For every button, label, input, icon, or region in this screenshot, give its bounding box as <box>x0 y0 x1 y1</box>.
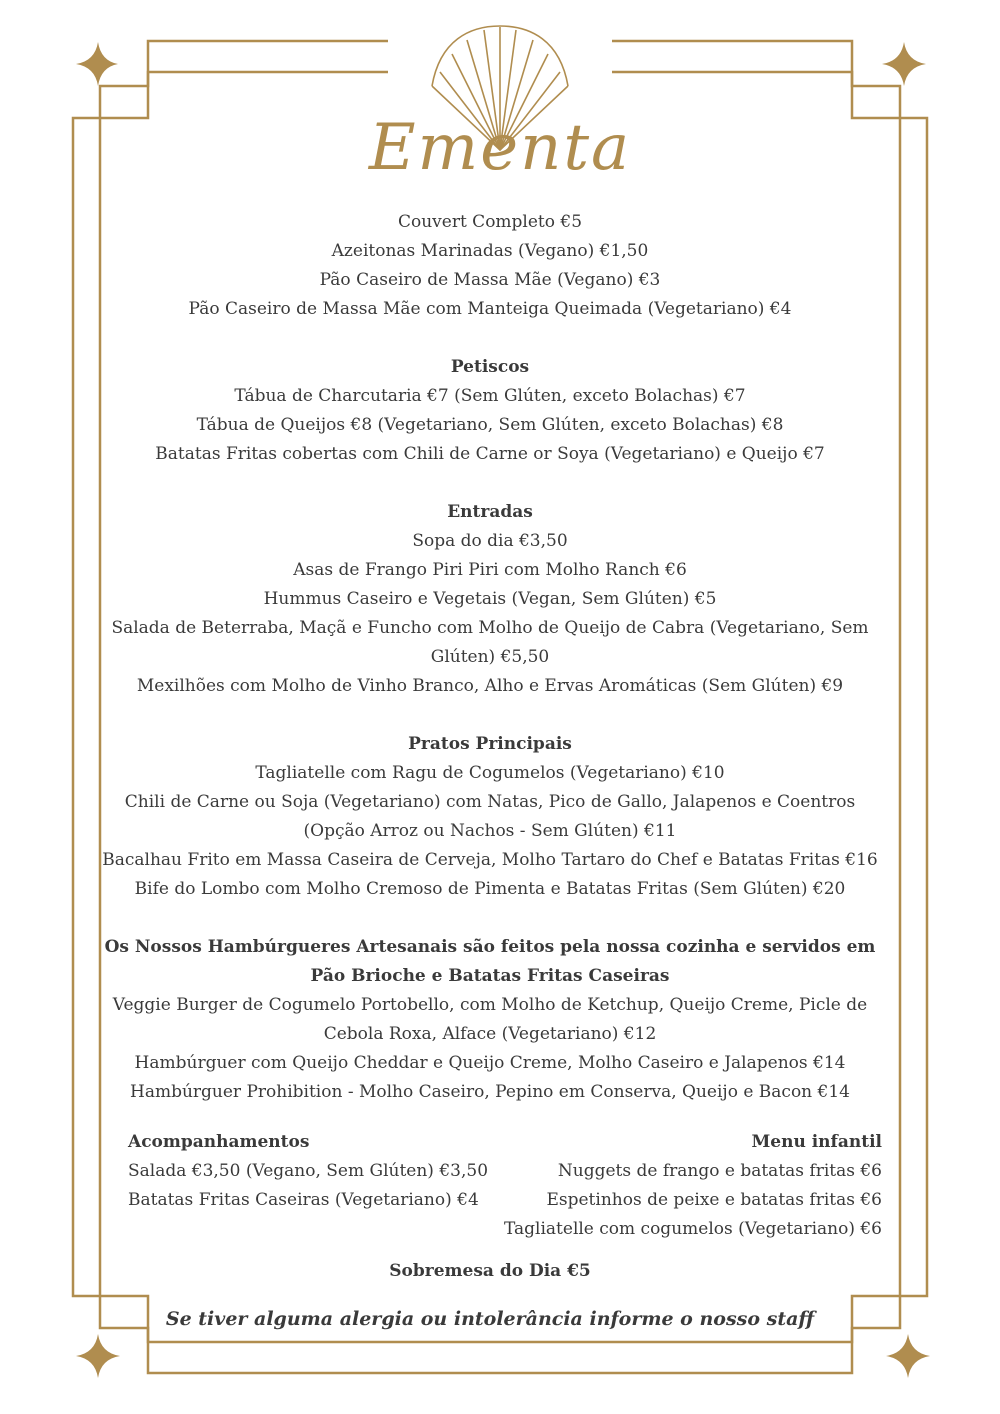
menu-item: Tábua de Queijos €8 (Vegetariano, Sem Glúten, exceto Bolachas) €8 <box>196 415 784 435</box>
menu-item: Chili de Carne ou Soja (Vegetariano) com Natas, Pico de Gallo, Jalapenos e Coentros (Opção Arroz ou Nachos - Sem Glúten) €11 <box>124 792 856 841</box>
menu-infantil-column <box>504 1128 882 1244</box>
section-heading-infantil: Menu infantil <box>751 1132 882 1152</box>
section-heading-burgers: Os Nossos Hambúrgueres Artesanais são feitos pela nossa cozinha e servidos em Pão Brioche e Batatas Fritas Caseiras <box>104 937 876 986</box>
menu-item: Salada de Beterraba, Maçã e Funcho com Molho de Queijo de Cabra (Vegetariano, Sem Glúten) €5,50 <box>111 618 869 667</box>
dessert-line: Sobremesa do Dia €5 <box>389 1261 591 1281</box>
menu-item: Bife do Lombo com Molho Cremoso de Pimenta e Batatas Fritas (Sem Glúten) €20 <box>134 879 846 899</box>
menu-body <box>100 208 880 1107</box>
sparkle-icon <box>76 1334 120 1378</box>
menu-item: Sopa do dia €3,50 <box>412 531 568 551</box>
menu-item: Hummus Caseiro e Vegetais (Vegan, Sem Glúten) €5 <box>263 589 717 609</box>
sparkle-icon <box>76 42 118 86</box>
menu-item: Tagliatelle com Ragu de Cogumelos (Vegetariano) €10 <box>255 763 725 783</box>
section-heading-acompanhamentos: Acompanhamentos <box>128 1132 310 1152</box>
sparkle-icon <box>886 1334 930 1378</box>
page-title: Ementa <box>368 111 632 185</box>
menu-item: Veggie Burger de Cogumelo Portobello, com Molho de Ketchup, Queijo Creme, Picle de Cebola Roxa, Alface (Vegetariano) €12 <box>112 995 868 1044</box>
allergy-notice: Se tiver alguma alergia ou intolerância informe o nosso staff <box>165 1308 815 1330</box>
menu-item: Hambúrguer Prohibition - Molho Caseiro, Pepino em Conserva, Queijo e Bacon €14 <box>130 1082 850 1102</box>
sparkle-icon <box>882 42 926 86</box>
menu-item: Salada €3,50 (Vegano, Sem Glúten) €3,50 <box>128 1161 489 1181</box>
menu-item: Hambúrguer com Queijo Cheddar e Queijo Creme, Molho Caseiro e Jalapenos €14 <box>134 1053 846 1073</box>
menu-item: Tagliatelle com cogumelos (Vegetariano) €6 <box>504 1219 882 1239</box>
section-heading-entradas: Entradas <box>447 502 533 522</box>
section-heading-petiscos: Petiscos <box>450 357 530 377</box>
menu-item: Bacalhau Frito em Massa Caseira de Cerveja, Molho Tartaro do Chef e Batatas Fritas €16 <box>102 850 878 870</box>
acompanhamentos-column <box>128 1128 488 1215</box>
menu-item: Tábua de Charcutaria €7 (Sem Glúten, exceto Bolachas) €7 <box>234 386 746 406</box>
menu-item: Asas de Frango Piri Piri com Molho Ranch €6 <box>293 560 687 580</box>
menu-item: Azeitonas Marinadas (Vegano) €1,50 <box>331 241 649 261</box>
menu-item: Nuggets de frango e batatas fritas €6 <box>557 1161 882 1181</box>
menu-item: Mexilhões com Molho de Vinho Branco, Alho e Ervas Aromáticas (Sem Glúten) €9 <box>136 676 844 696</box>
menu-item: Pão Caseiro de Massa Mãe com Manteiga Queimada (Vegetariano) €4 <box>188 299 792 319</box>
menu-item: Espetinhos de peixe e batatas fritas €6 <box>546 1190 882 1210</box>
menu-item: Batatas Fritas cobertas com Chili de Carne or Soya (Vegetariano) e Queijo €7 <box>155 444 825 464</box>
menu-item: Pão Caseiro de Massa Mãe (Vegano) €3 <box>319 270 661 290</box>
menu-item: Couvert Completo €5 <box>397 212 583 232</box>
section-heading-pratos: Pratos Principais <box>408 734 572 754</box>
menu-item: Batatas Fritas Caseiras (Vegetariano) €4 <box>128 1190 479 1210</box>
